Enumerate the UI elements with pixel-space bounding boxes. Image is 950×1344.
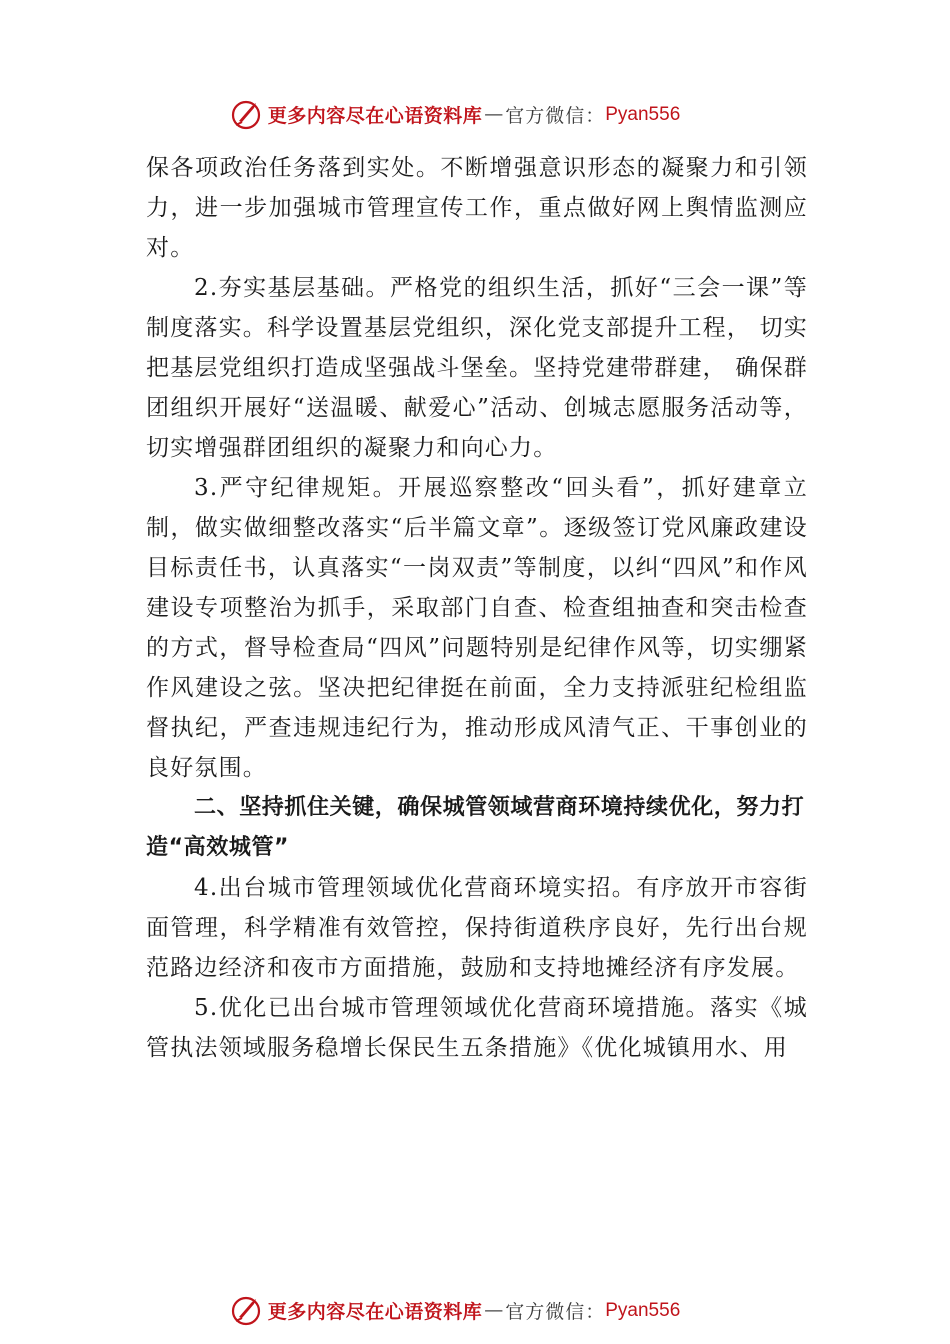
- banner-main-text: 更多内容尽在心语资料库: [267, 104, 483, 127]
- paragraph-continuation: 保各项政治任务落到实处。不断增强意识形态的凝聚力和引领力，进一步加强城市管理宣传工作，重点做好网上舆情监测应对。: [146, 155, 808, 261]
- banner-contact-id: Pyan556: [605, 103, 681, 125]
- header-banner: [0, 94, 950, 134]
- footer-contact-label: 官方微信：: [505, 1300, 606, 1323]
- brush-logo-icon: [230, 1293, 264, 1327]
- paragraph-item-4: 4.出台城市管理领域优化营商环境实招。有序放开市容街面管理，科学精准有效管控，保持街道秩序良好，先行出台规范路边经济和夜市方面措施，鼓励和支持地摊经济有序发展。: [146, 875, 808, 981]
- brush-logo-icon: [230, 97, 264, 131]
- paragraph-item-2: 2.夯实基层基础。严格党的组织生活，抓好“三会一课”等制度落实。科学设置基层党组织，深化党支部提升工程， 切实把基层党组织打造成坚强战斗堡垒。坚持党建带群建， 确保群团组织开展好“送温暖、献爱心”活动、创城志愿服务活动等，切实增强群团组织的凝聚力和向心力。: [146, 275, 808, 461]
- document-body: [146, 148, 808, 1068]
- banner-dash: —: [484, 103, 504, 125]
- paragraph-item-3: 3.严守纪律规矩。开展巡察整改“回头看”，抓好建章立制，做实做细整改落实“后半篇文章”。逐级签订党风廉政建设目标责任书，认真落实“一岗双责”等制度，以纠“四风”和作风建设专项整治为抓手，采取部门自查、检查组抽查和突击检查的方式，督导检查局“四风”问题特别是纪律作风等，切实绷紧作风建设之弦。坚决把纪律挺在前面，全力支持派驻纪检组监督执纪，严查违规违纪行为，推动形成风清气正、干事创业的良好氛围。: [146, 475, 808, 781]
- footer-main-text: 更多内容尽在心语资料库: [267, 1300, 483, 1323]
- banner-contact-label: 官方微信：: [505, 104, 606, 127]
- section-heading-2: 二、坚持抓住关键，确保城管领域营商环境持续优化，努力打造“高效城管”: [146, 795, 805, 860]
- footer-dash: —: [484, 1299, 504, 1321]
- footer-banner: [0, 1290, 950, 1330]
- paragraph-item-5: 5.优化已出台城市管理领域优化营商环境措施。落实《城管执法领域服务稳增长保民生五条措施》《优化城镇用水、用: [146, 995, 808, 1061]
- footer-contact-id: Pyan556: [605, 1299, 681, 1321]
